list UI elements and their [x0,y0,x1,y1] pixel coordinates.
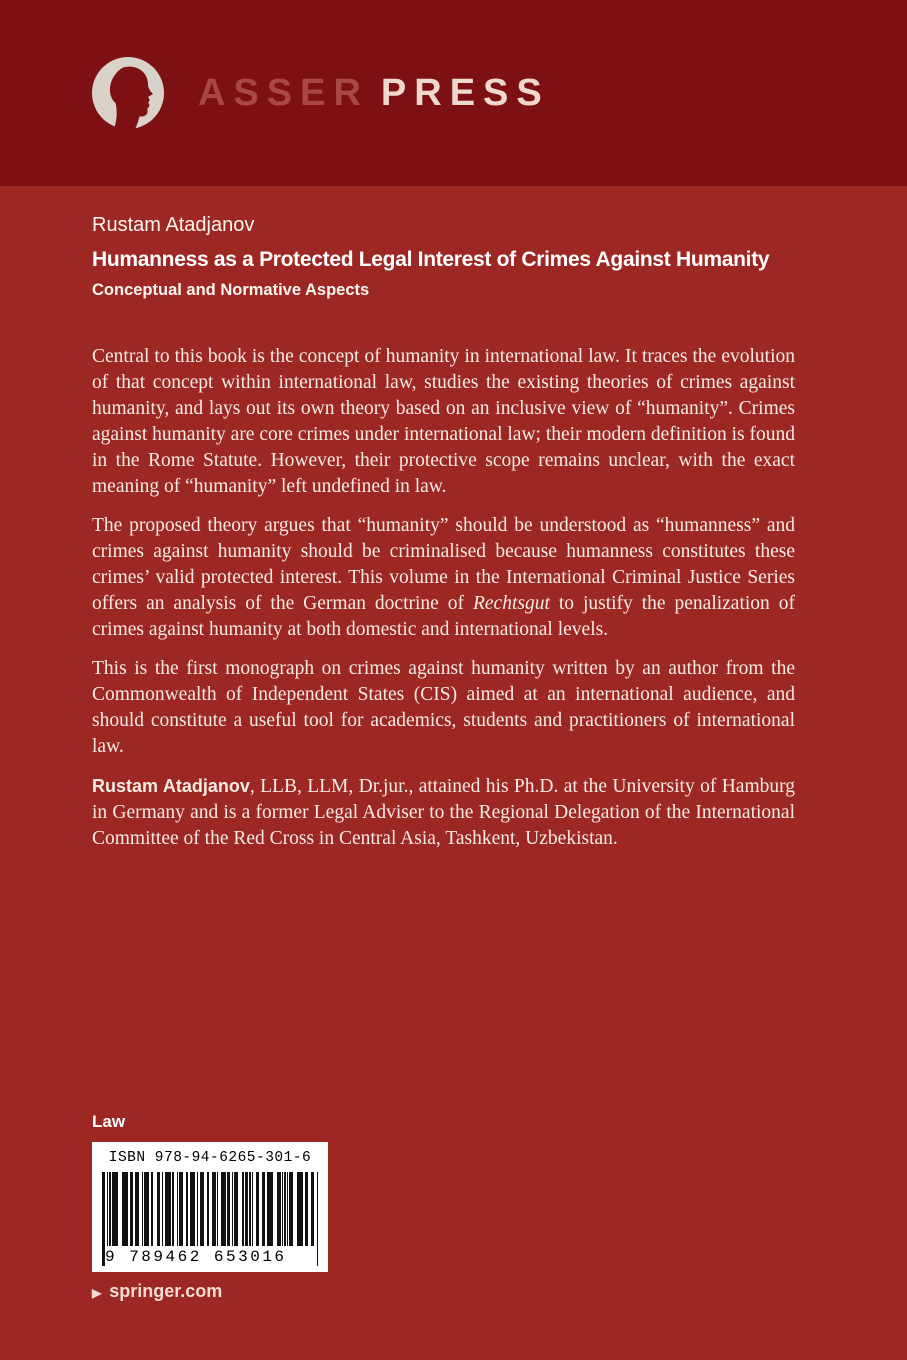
bio-text: , LLB, LLM, Dr.jur., attained his Ph.D. at the University of Hamburg in Germany and is a former Legal Adviser to the Regional Delegation of the International Committee of the Red Cross in Central Asia, Tashkent, Uzbekistan. [92,776,796,850]
author-bio [92,773,795,852]
blurb-paragraph-2-text-end: to justify the penalization of crimes against humanity at both domestic and international levels. [92,593,795,641]
italic-term-rechtsgut: Rechtsgut [472,593,550,615]
blurb-paragraph-2-text: The proposed theory argues that “humanity” should be understood as “humanness” and crimes against humanity should be criminalised because humanness constitutes these crimes’ valid protected interest. This volume in the International Criminal Justice Series offers an analysis of the German doctrine of [92,515,795,615]
back-cover-text [0,186,907,1112]
ean-digits: 9 789462 653016 [105,1246,315,1266]
publisher-band [0,0,907,186]
blurb-paragraph-3: This is the first monograph on crimes against humanity written by an author from the Commonwealth of Independent States (CIS) aimed at an international audience, and should constitute a useful tool for academics, students and practitioners of international law. [92,658,795,758]
barcode-icon [102,1172,318,1266]
publisher-name-press: PRESS [380,71,550,114]
bio-author-name: Rustam Atadjanov [92,776,250,797]
publisher-name [198,72,550,115]
head-profile-icon [92,57,164,129]
publisher-name-asser: ASSER [198,71,369,114]
book-title: Humanness as a Protected Legal Interest of Crimes Against Humanity [92,248,770,271]
isbn-block [92,1142,328,1272]
blurb-paragraph-1: Central to this book is the concept of humanity in international law. It traces the evolution of that concept within international law, studies the existing theories of crimes against humanity, and lays out its own theory based on an inclusive view of “humanity”. Crimes against humanity are core crimes under international law; their modern definition is found in the Rome Statute. However, their protective scope remains unclear, with the exact meaning of “humanity” left undefined in law. [92,346,795,498]
author-name: Rustam Atadjanov [92,214,255,236]
isbn-number: ISBN 978-94-6265-301-6 [108,1150,312,1166]
springer-link [92,1281,795,1302]
blurb-paragraph-2 [92,513,795,643]
asser-press-logo [92,57,164,129]
springer-url: springer.com [109,1281,223,1301]
cover-footer [0,1112,907,1360]
subject-category: Law [92,1112,126,1131]
book-subtitle: Conceptual and Normative Aspects [92,281,370,300]
triangle-icon: ▶ [92,1285,102,1300]
